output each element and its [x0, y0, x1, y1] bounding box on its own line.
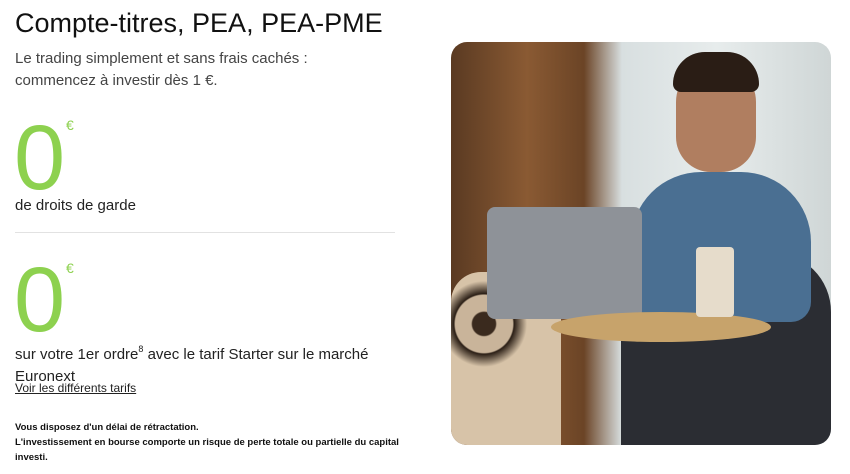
page-title: Compte-titres, PEA, PEA-PME: [15, 8, 383, 38]
pricing-link[interactable]: Voir les différents tarifs: [15, 381, 137, 395]
offer-label: de droits de garde: [15, 197, 136, 214]
divider: [15, 232, 395, 233]
legal-notice: [15, 420, 415, 465]
currency-symbol: €: [66, 117, 74, 133]
offer-value: 0: [14, 107, 66, 209]
offer-value: 0: [14, 249, 66, 351]
page-subtitle: Le trading simplement et sans frais cachés : commencez à investir dès 1 €.: [15, 50, 308, 89]
footnote-marker: 8: [138, 344, 144, 354]
legal-line: Vous disposez d'un délai de rétractation.: [15, 422, 199, 433]
hero-photo: [451, 42, 831, 445]
offer-label-text: sur votre 1er ordre: [15, 346, 139, 363]
currency-symbol: €: [66, 260, 74, 276]
legal-line: L'investissement en bourse comporte un risque de perte totale ou partielle du capital investi.: [15, 437, 399, 463]
offer-label-text: avec le tarif Starter sur le marché Euronext: [15, 346, 369, 385]
